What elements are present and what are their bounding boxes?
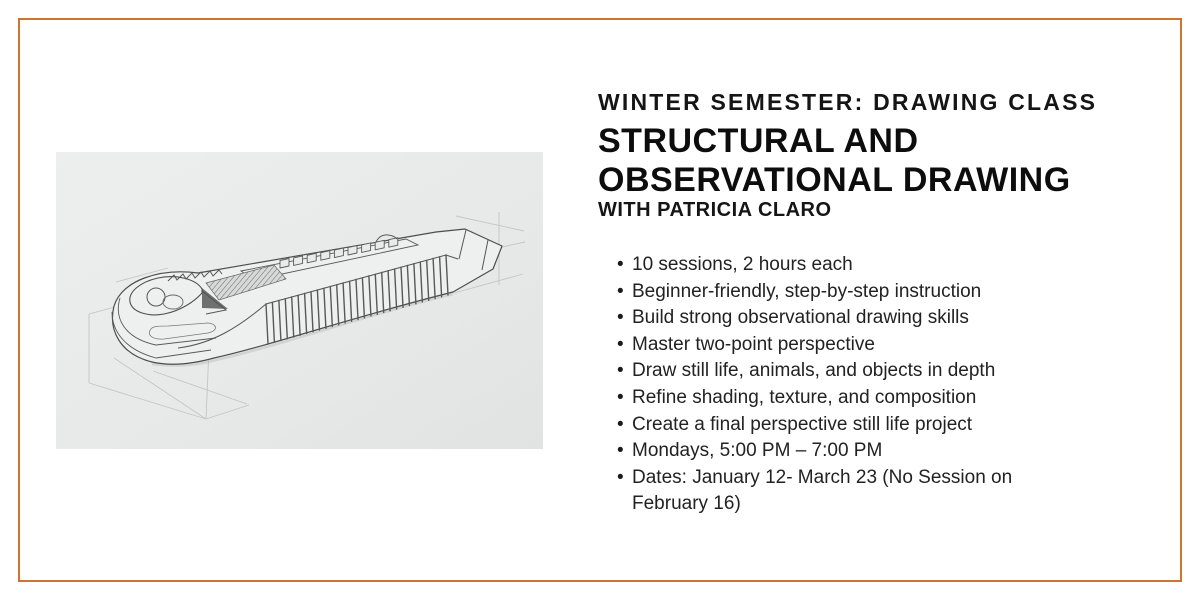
course-detail-item: • Build strong observational drawing skills xyxy=(598,305,1066,332)
text-column xyxy=(598,88,1143,518)
course-title-line1: STRUCTURAL AND xyxy=(598,122,919,160)
sketch-photo xyxy=(56,152,543,449)
course-detail-item: • Refine shading, texture, and composition xyxy=(598,385,1066,412)
eyebrow-heading: WINTER SEMESTER: DRAWING CLASS xyxy=(598,89,1098,115)
course-title xyxy=(598,122,1143,200)
course-detail-item: • 10 sessions, 2 hours each xyxy=(598,252,1066,279)
course-detail-item: • Master two-point perspective xyxy=(598,332,1066,359)
course-detail-item: • Mondays, 5:00 PM – 7:00 PM xyxy=(598,438,1066,465)
utility-knife-sketch-svg xyxy=(56,152,543,449)
course-title-line2: OBSERVATIONAL DRAWING xyxy=(598,161,1071,199)
course-detail-item: • Dates: January 12- March 23 (No Session on February 16) xyxy=(598,465,1066,518)
course-details-list xyxy=(598,252,1066,518)
course-detail-item: • Create a final perspective still life project xyxy=(598,412,1066,439)
course-detail-item: • Draw still life, animals, and objects in depth xyxy=(598,358,1066,385)
instructor-subtitle: WITH PATRICIA CLARO xyxy=(598,199,832,221)
course-detail-item: • Beginner-friendly, step-by-step instruction xyxy=(598,279,1066,306)
